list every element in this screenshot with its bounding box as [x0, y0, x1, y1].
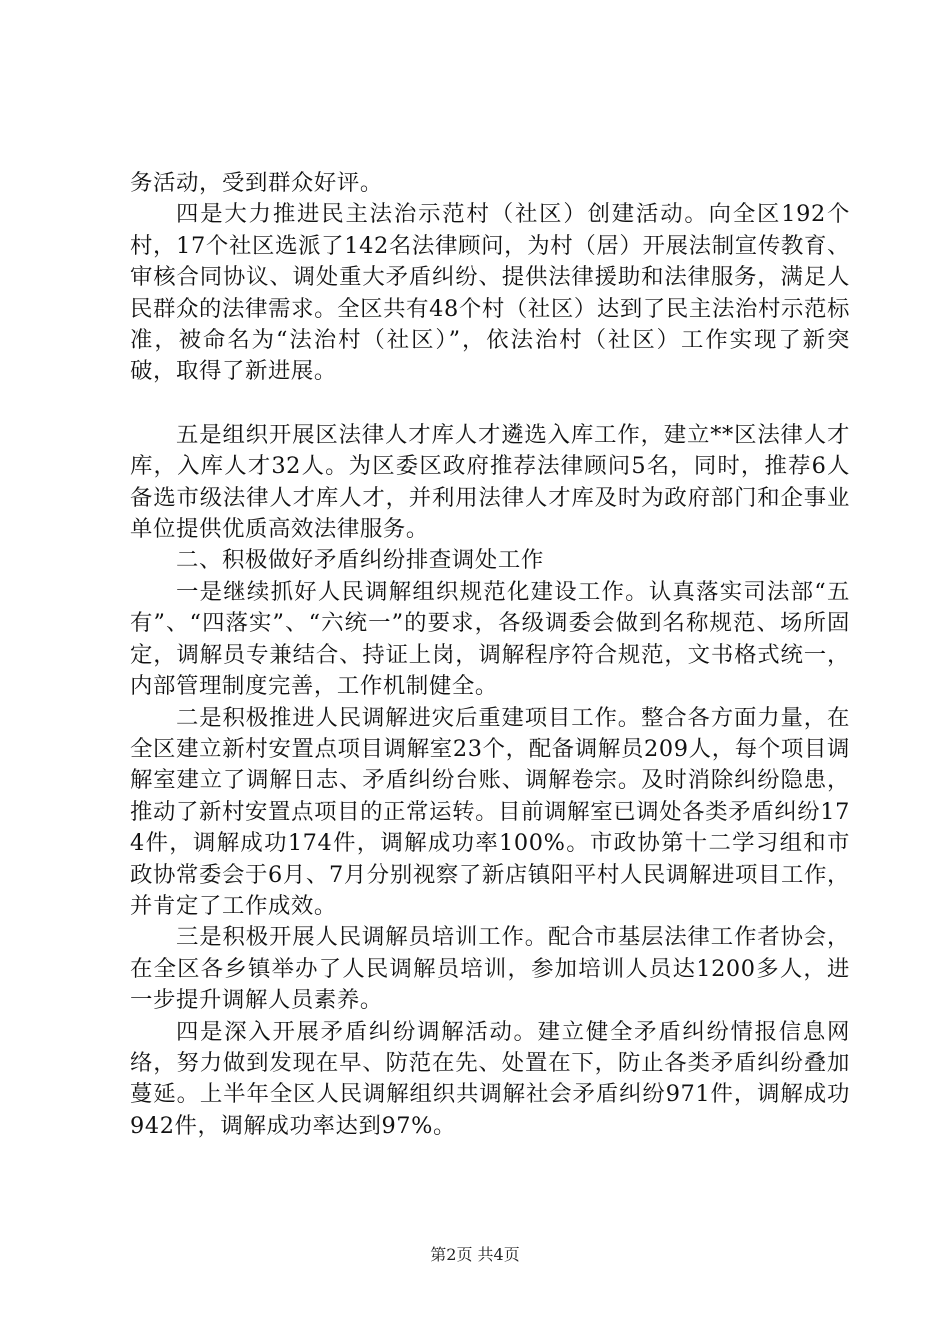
- paragraph-demo-village: 四是大力推进民主法治示范村（社区）创建活动。向全区192个村，17个社区选派了142名法律顾问，为村（居）开展法制宣传教育、审核合同协议、调处重大矛盾纠纷、提供法律援助和法律服务，满足人民群众的法律需求。全区共有48个村（社区）达到了民主法治村示范标准，被命名为“法治村（社区）”，依法治村（社区）工作实现了新突破，取得了新进展。: [130, 201, 850, 385]
- document-body: [130, 168, 850, 1142]
- paragraph-dispute-mediation: 四是深入开展矛盾纠纷调解活动。建立健全矛盾纠纷情报信息网络，努力做到发现在早、防范在先、处置在下，防止各类矛盾纠纷叠加蔓延。上半年全区人民调解组织共调解社会矛盾纠纷971件，调解成功942件，调解成功率达到97%。: [130, 1018, 850, 1139]
- paragraph-legal-talent: 五是组织开展区法律人才库人才遴选入库工作，建立**区法律人才库，入库人才32人。为区委区政府推荐法律顾问5名，同时，推荐6人备选市级法律人才库人才，并利用法律人才库及时为政府部门和企事业单位提供优质高效法律服务。: [130, 421, 850, 543]
- paragraph-mediation-standardization: 一是继续抓好人民调解组织规范化建设工作。认真落实司法部“五有”、“四落实”、“六统一”的要求，各级调委会做到名称规范、场所固定，调解员专兼结合、持证上岗，调解程序符合规范，文书格式统一，内部管理制度完善，工作机制健全。: [130, 578, 850, 700]
- paragraph-gap: [130, 388, 850, 420]
- page-footer: 第2页 共4页: [430, 1245, 520, 1264]
- section-heading: 二、积极做好矛盾纠纷排查调处工作: [176, 547, 544, 574]
- paragraph-mediation-reconstruction: 二是积极推进人民调解进灾后重建项目工作。整合各方面力量，在全区建立新村安置点项目调解室23个，配备调解员209人，每个项目调解室建立了调解日志、矛盾纠纷台账、调解卷宗。及时消除纠纷隐患，推动了新村安置点项目的正常运转。目前调解室已调处各类矛盾纠纷174件，调解成功174件，调解成功率100%。市政协第十二学习组和市政协常委会于6月、7月分别视察了新店镇阳平村人民调解进项目工作，并肯定了工作成效。: [130, 704, 850, 919]
- paragraph-continuation: 务活动，受到群众好评。: [130, 170, 383, 196]
- paragraph-mediator-training: 三是积极开展人民调解员培训工作。配合市基层法律工作者协会，在全区各乡镇举办了人民调解员培训，参加培训人员达1200多人，进一步提升调解人员素养。: [130, 924, 850, 1014]
